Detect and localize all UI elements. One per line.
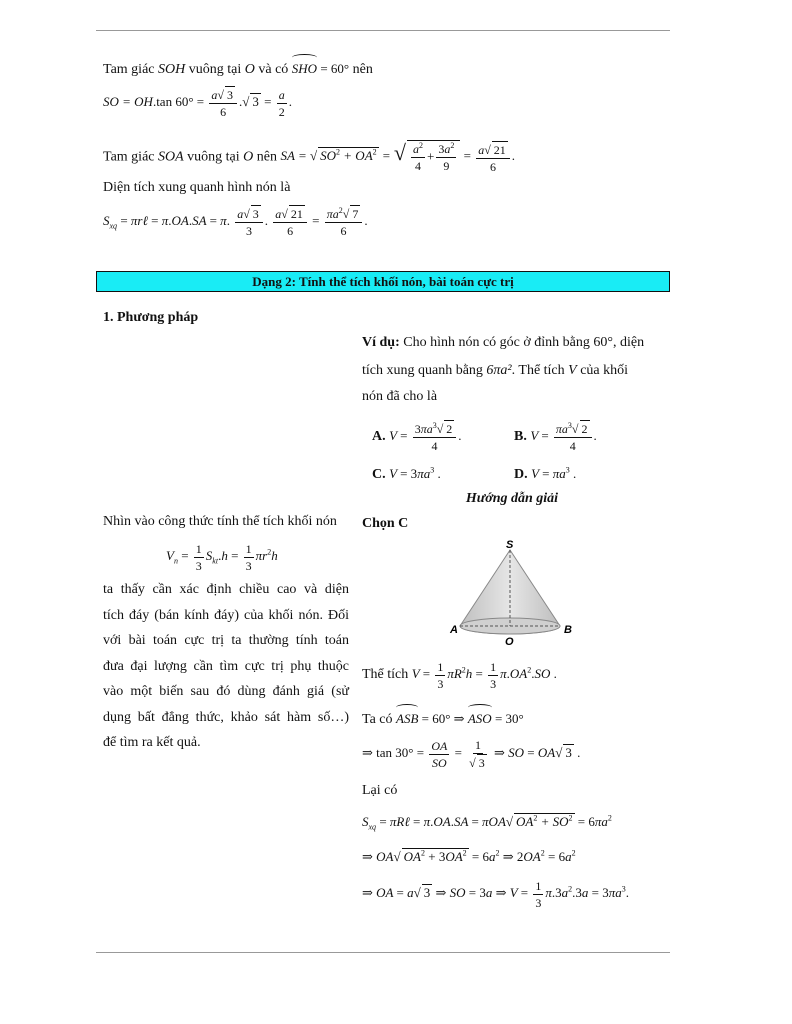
text: O bbox=[243, 149, 254, 165]
text: dụng bất đẳng thức, khảo sát hàm số…) bbox=[103, 709, 349, 725]
solution-step3: ⇒ OA = a√ 3 ⇒ SO = 3a ⇒ V = $\frac{1}{3}$ $\pi.3a^2.3a = 3\pi a^3$. bbox=[362, 878, 629, 910]
left-para-1: Nhìn vào công thức tính thể tích khối nón bbox=[103, 514, 337, 529]
text: O bbox=[244, 62, 255, 77]
text: và có bbox=[258, 62, 289, 77]
text: đưa đại lượng cần tìm cực trị phụ thuộc bbox=[103, 658, 349, 674]
solution-laico: Lại có bbox=[362, 783, 398, 798]
text: ta thấy cần xác định chiều cao và diện bbox=[103, 582, 349, 597]
text: Ta có bbox=[362, 712, 393, 727]
text: Tam giác bbox=[103, 149, 155, 165]
option-label: A. bbox=[372, 429, 386, 444]
label-a: A bbox=[450, 624, 458, 636]
label-b: B bbox=[564, 624, 572, 636]
cone-figure bbox=[448, 538, 578, 648]
answer-label: Chọn C bbox=[362, 516, 409, 531]
left-paragraph bbox=[103, 577, 349, 756]
guide-heading: Hướng dẫn giải bbox=[465, 491, 559, 506]
text: vuông tại bbox=[188, 62, 242, 77]
option-b: B. V = $\frac{\pi a^3√ 2}{4}$ . bbox=[514, 421, 597, 454]
text-line-soh bbox=[103, 56, 373, 80]
label-s: S bbox=[506, 539, 514, 551]
text: tích đáy (bán kính đáy) của khối nón. Đối bbox=[103, 607, 349, 623]
method-heading: 1. Phương pháp bbox=[103, 310, 199, 325]
text: = 60° bbox=[320, 61, 350, 76]
angle-arc: SHO bbox=[292, 56, 317, 79]
volume-formula: $V_n$ = $\frac{1}{3}$ $S_{kt}.h$ = $\frac{1}{3}$ $\pi r^2h$ bbox=[166, 541, 278, 573]
text: nên bbox=[256, 149, 278, 165]
option-label: D. bbox=[514, 467, 528, 482]
footer-rule bbox=[96, 952, 670, 953]
equation-so: SO = OH.tan 60° = $\frac{a√ 3}{6}$ .√ 3 = $\frac{a}{2}$ . bbox=[103, 87, 292, 120]
section-banner: Dạng 2: Tính thể tích khối nón, bài toán cực trị bbox=[96, 271, 670, 292]
solution-sxq: $S_{xq}$ = πRℓ = π.OA.SA = πOA√ $OA^2 + SO^2 = 6\pi a^2$ bbox=[362, 813, 612, 832]
example-line-3: nón đã cho là bbox=[362, 389, 438, 404]
equation-sxq: $S_{xq}$ = πrℓ = π.OA.SA = π. $\frac{a√ 3}{3}$ . $\frac{a√ 21}{6}$ = $\frac{\pi a^2√ 7}{6}$ . bbox=[103, 206, 368, 239]
solution-tan: ⇒ tan 30° = $\frac{OA}{SO}$ = $\frac{1}{√ 3}$ ⇒ SO = OA√ 3 . bbox=[362, 738, 581, 771]
text: tích xung quanh bằng bbox=[362, 363, 483, 378]
option-label: C. bbox=[372, 467, 386, 482]
text: của khối bbox=[580, 363, 629, 378]
text: SOA bbox=[158, 149, 184, 165]
solution-step2: ⇒ OA√ $OA^2 + 3OA^2 = 6a^2$ ⇒ $2OA^2 = 6a^2$ bbox=[362, 848, 576, 864]
solution-volume: Thể tích V = $\frac{1}{3}$ $\pi R^2h$ = $\frac{1}{3}$ $\pi.OA^2.SO$ . bbox=[362, 659, 557, 691]
text-line-soa bbox=[103, 140, 515, 175]
option-label: B. bbox=[514, 429, 527, 444]
text: với bài toán cực trị ta thường tính toán bbox=[103, 633, 349, 648]
text: Tam giác bbox=[103, 62, 155, 77]
fraction: $\frac{a}{2}$ bbox=[278, 87, 285, 119]
math-text: V bbox=[568, 363, 577, 378]
text: . Thể tích bbox=[511, 363, 565, 378]
text: vào một biến sau đó dùng đánh giá (sử bbox=[103, 684, 349, 699]
math-text: 6πa² bbox=[486, 363, 512, 378]
example-line-1 bbox=[362, 333, 644, 353]
equation-sa: SA = √ $SO^2 + OA^2$ = √ $\frac{a^2}{4}$ + $\frac{3a^2}{9}$ = $\frac{a√ 21}{6}$ . bbox=[280, 140, 516, 174]
fraction: $\frac{a√ 3}{6}$ bbox=[209, 86, 237, 120]
text: để tìm ra kết quả. bbox=[103, 735, 201, 750]
label-o: O bbox=[505, 636, 514, 648]
text: nên bbox=[352, 62, 373, 77]
option-a: A. V = $\frac{3\pi a^3√ 2}{4}$ . bbox=[372, 421, 462, 454]
angle-expression bbox=[292, 61, 349, 76]
text: SOH bbox=[158, 62, 186, 77]
solution-angle: Ta có ASB = 60° ⇒ ASO = 30° bbox=[362, 706, 524, 730]
header-rule bbox=[96, 30, 670, 31]
text: vuông tại bbox=[187, 149, 240, 165]
example-label: Ví dụ: bbox=[362, 335, 400, 350]
option-d: D. $V = \pi a^3$ . bbox=[514, 465, 577, 482]
option-c: C. $V = 3\pi a^3$ . bbox=[372, 465, 441, 482]
text: Cho hình nón có góc ở đỉnh bằng 60°, diện bbox=[403, 335, 645, 350]
text: Thể tích bbox=[362, 667, 409, 682]
text-line-lateral-area: Diện tích xung quanh hình nón là bbox=[103, 180, 291, 195]
example-line-2 bbox=[362, 361, 628, 381]
